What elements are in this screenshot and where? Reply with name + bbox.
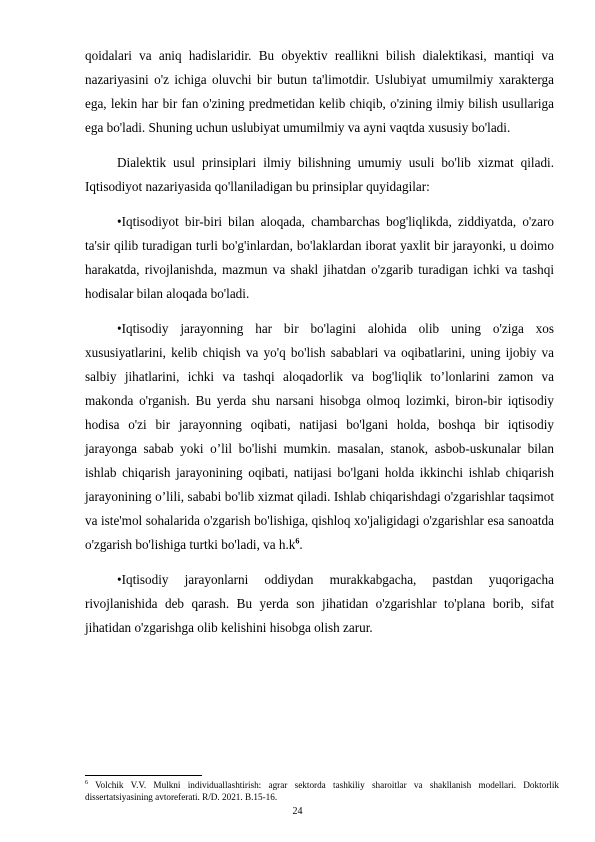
footnote-divider: [85, 775, 202, 776]
footnote-text: Volchik V.V. Mulkni individuallashtirish: agrar sektorda tashkiliy sharoitlar va shakllanish modellari. Doktorlik dissertatsiyasining avtoreferati. R/D. 2021. B.15-16.: [85, 780, 559, 802]
page-number: 24: [292, 806, 303, 817]
footnote-reference[interactable]: 6: [295, 536, 300, 546]
body-text: [85, 44, 554, 651]
bullet-paragraph-economic-process: [85, 317, 554, 557]
footnote: [85, 780, 559, 803]
paragraph-dialectic-principles: Dialektik usul prinsiplari ilmiy bilishning umumiy usuli bo'lib xizmat qiladi. Iqtisodiyot nazariyasida qo'llaniladigan bu prinsiplar quyidagilar:: [85, 155, 554, 194]
paragraph-continuation: qoidalari va aniq hadislaridir. Bu obyektiv reallikni bilish dialektikasi, mantiqi va nazariyasini o'z ichiga oluvchi bir butun ta'limotdir. Uslubiyat umumilmiy xarakterga ega, lekin har bir fan o'zining predmetidan kelib chiqib, o'zining ilmiy bilish usullariga ega bo'ladi. Shuning uchun uslubiyat umumilmiy va ayni vaqtda xususiy bo'ladi.: [85, 48, 554, 135]
footnote-marker: 6: [85, 779, 88, 786]
footnote-reference-trailing: .: [299, 537, 303, 552]
bullet-paragraph-economy-whole: •Iqtisodiyot bir-biri bilan aloqada, chambarchas bog'liqlikda, ziddiyatda, o'zaro ta'sir qilib turadigan turli bo'g'inlardan, bo'laklardan iborat yaxlit bir jarayonki, u doimo harakatda, rivojlanishda, mazmun va shakl jihatdan o'zgarib turadigan ichki va tashqi hodisalar bilan aloqada bo'ladi.: [85, 214, 554, 301]
bullet-paragraph-simple-to-complex: •Iqtisodiy jarayonlarni oddiydan murakkabgacha, pastdan yuqorigacha rivojlanishida deb qarash. Bu yerda son jihatidan o'zgarishlar to'plana borib, sifat jihatidan o'zgarishga olib kelishini hisobga olish zarur.: [85, 572, 554, 635]
bullet-paragraph-economic-process-text: •Iqtisodiy jarayonning har bir bo'lagini alohida olib uning o'ziga xos xususiyatlarini, kelib chiqish va yo'q bo'lish sabablari va oqibatlarini, uning ijobiy va salbiy jihatlarini, ichki va tashqi aloqadorlik va bog'liqlik to’lonlarini zamon va makonda o'rganish. Bu yerda shu narsani hisobga olmoq lozimki, biron-bir iqtisodiy hodisa o'zi bir jarayonning oqibati, natijasi bo'lgani holda, boshqa bir iqtisodiy jarayonga sabab yoki o’lil bo'lishi mumkin. masalan, stanok, asbob-uskunalar bilan ishlab chiqarish jarayonining oqibati, natijasi bo'lgani holda ikkinchi ishlab chiqarish jarayonining o’lili, sababi bo'lib xizmat qiladi. Ishlab chiqarishdagi o'zgarishlar taqsimot va iste'mol sohalarida o'zgarish bo'lishiga, qishloq xo'jaligidagi o'zgarishlar esa sanoatda o'zgarish bo'lishiga turtki bo'ladi, va h.k: [85, 321, 554, 552]
